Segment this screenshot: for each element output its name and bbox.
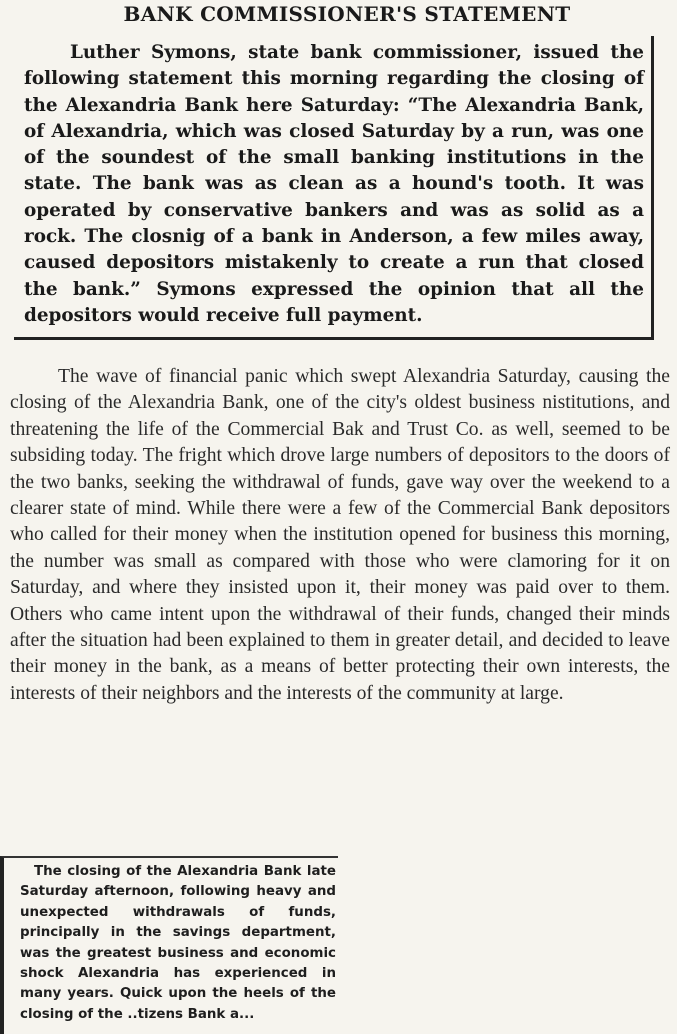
continued-column <box>0 856 338 1034</box>
continued-paragraph: The closing of the Alexandria Bank late Saturday afternoon, following heavy and unexpected withdrawals of funds, principally in the savings department, was the greatest business and economic shock Alexandria has experienced in many years. Quick upon the heels of the closing of the ..tizens Bank a... <box>20 864 336 1022</box>
statement-box <box>14 36 654 340</box>
continued-column-text <box>20 862 336 1025</box>
article-headline: BANK COMMISSIONER'S STATEMENT <box>123 2 571 26</box>
statement-paragraph: Luther Symons, state bank commissioner, issued the following statement this morning regarding the closing of the Alexandria Bank here Saturday: “The Alexandria Bank, of Alexandria, which was closed Saturday by a run, was one of the soundest of the small banking institutions in the state. The bank was as clean as a hound's tooth. It was operated by conservative bankers and was as solid as a rock. The closnig of a bank in Anderson, a few miles away, caused depositors mistakenly to create a run that closed the bank.” Symons expressed the opinion that all the depositors would receive full payment. <box>24 42 644 326</box>
statement-box-text <box>24 40 644 329</box>
article-paragraph: The wave of financial panic which swept Alexandria Saturday, causing the closing of the Alexandria Bank, one of the city's oldest business nistitutions, and threatening the life of the Commercial Bak and Trust Co. as well, seemed to be subsiding today. The fright which drove large numbers of depositors to the doors of the two banks, seeking the withdrawal of funds, gave way over the weekend to a clearer state of mind. While there were a few of the Commercial Bank depositors who called for their money when the institution opened for business this morning, the number was small as compared with those who were clamoring for it on Saturday, and where they insisted upon it, their money was paid over to them. Others who came intent upon the withdrawal of their funds, changed their minds after the situation had been explained to them in greater detail, and decided to leave their money in the bank, as a means of better protecting their own interests, the interests of their neighbors and the interests of the community at large. <box>10 366 670 704</box>
